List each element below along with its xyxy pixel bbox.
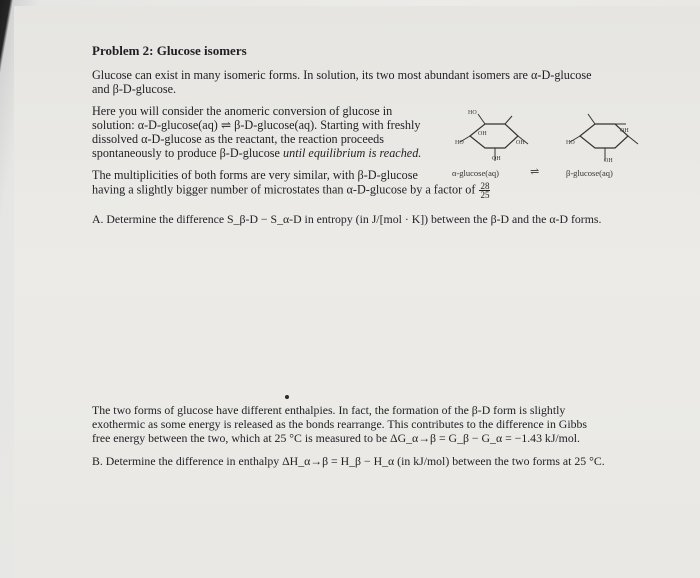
- alpha-oh-label-3: OH: [492, 156, 501, 162]
- factor-numerator: 28: [480, 181, 490, 191]
- beta-oh-label-1: OH: [620, 128, 629, 134]
- alpha-oh-label-2: OH: [516, 140, 525, 146]
- question-a: A. Determine the difference S_β-D − S_α-D in entropy (in J/[mol · K]) between the β-D and the α-D forms.: [92, 212, 602, 226]
- equilibrium-arrow: ⇌: [530, 166, 540, 178]
- question-b: B. Determine the difference in enthalpy ΔH_α→β = H_β − H_α (in kJ/mol) between the two forms at 25 °C.: [92, 454, 605, 468]
- beta-oh-label-2: OH: [604, 158, 613, 164]
- intro-line-2: and β-D-glucose.: [92, 82, 177, 96]
- multiplicity-line-1: The multiplicities of both forms are very similar, with β-D-glucose: [92, 168, 418, 182]
- paragraph-line-4-text: spontaneously to produce β-D-glucose: [92, 146, 284, 160]
- paragraph-line-3: dissolved α-D-glucose as the reactant, the reaction proceeds: [92, 132, 385, 146]
- equilibrium-phrase: until equilibrium is reached.: [283, 146, 422, 160]
- factor-denominator: 25: [480, 190, 490, 200]
- stray-dot: [285, 395, 289, 399]
- intro-line-1: Glucose can exist in many isomeric forms. In solution, its two most abundant isomers are α-D-glucose: [92, 68, 592, 82]
- beta-ho-label: HO: [566, 140, 575, 146]
- paragraph-line-2: solution: α-D-glucose(aq) ⇌ β-D-glucose(aq). Starting with freshly: [92, 118, 421, 132]
- multiplicity-line-2: [92, 182, 490, 199]
- multiplicity-line-2-text: having a slightly bigger number of microstates than α-D-glucose by a factor of: [92, 182, 476, 197]
- alpha-ho-label-2: HO: [455, 140, 464, 146]
- alpha-ho-label: HO: [468, 110, 477, 116]
- factor-fraction: [479, 182, 490, 199]
- part-b-line-2: exothermic as some energy is released as the bonds rearrange. This contributes to the difference in Gibbs: [92, 417, 587, 431]
- part-b-line-1: The two forms of glucose have different enthalpies. In fact, the formation of the β-D form is slightly: [92, 403, 566, 417]
- alpha-oh-label-1: OH: [478, 131, 487, 137]
- beta-glucose-label: β-glucose(aq): [566, 168, 613, 178]
- paragraph-line-1: Here you will consider the anomeric conversion of glucose in: [92, 104, 393, 118]
- part-b-line-3: free energy between the two, which at 25 °C is measured to be ΔG_α→β = G_β − G_α = −1.43 kJ/mol.: [92, 431, 580, 445]
- paragraph-line-4: [92, 146, 421, 160]
- problem-title: Problem 2: Glucose isomers: [92, 43, 247, 58]
- alpha-glucose-label: α-glucose(aq): [452, 168, 499, 178]
